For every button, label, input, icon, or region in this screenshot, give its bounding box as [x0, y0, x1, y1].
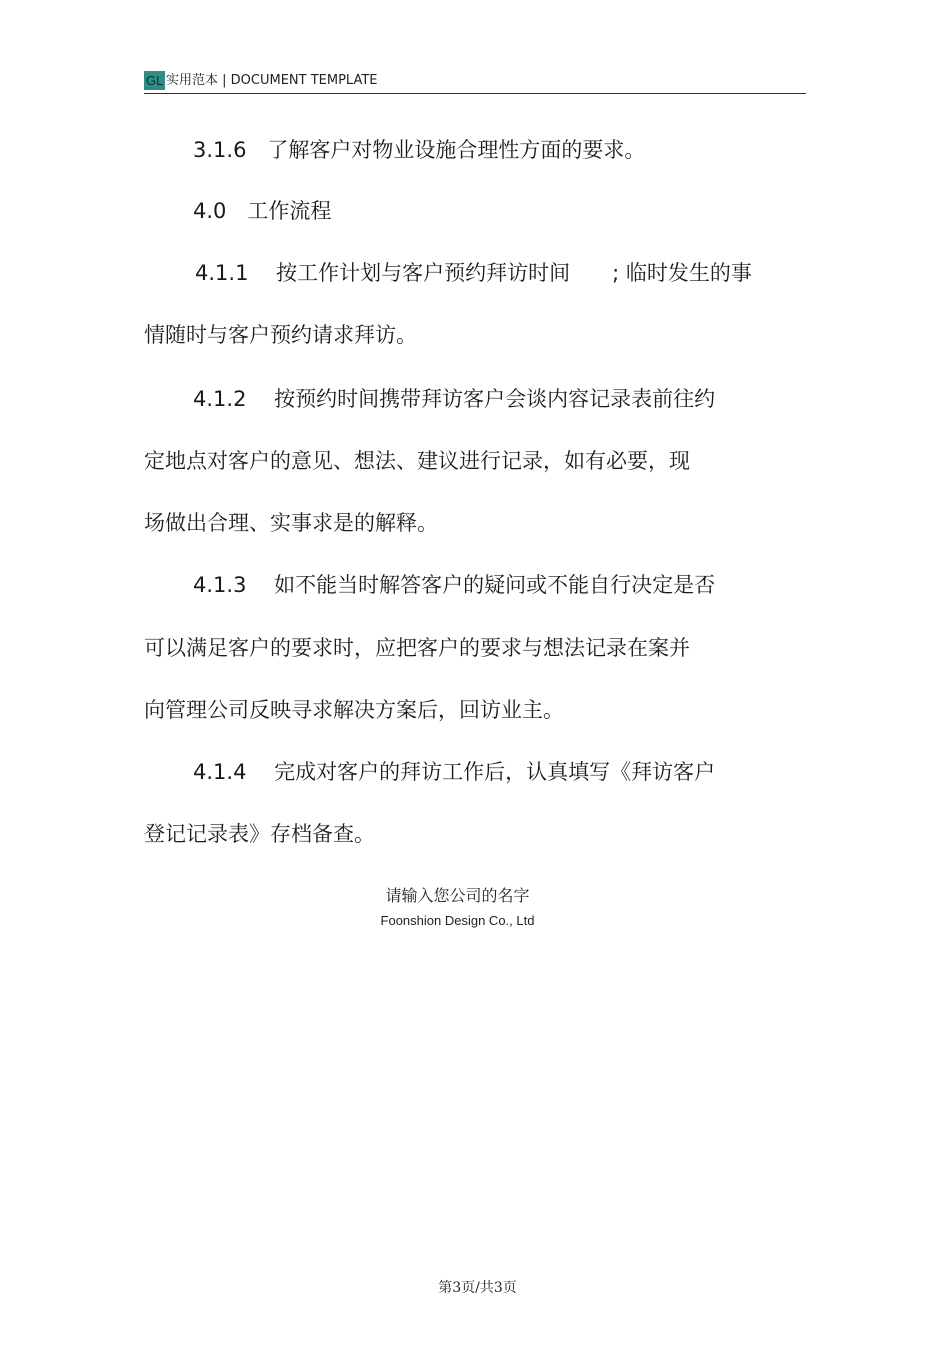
paragraph-line: 定地点对客户的意见、想法、建议进行记录，如有必要，现: [144, 449, 690, 473]
paragraph-line: 可以满足客户的要求时，应把客户的要求与想法记录在案并: [144, 636, 690, 660]
paragraph-line: 4.1.3 如不能当时解答客户的疑问或不能自行决定是否: [193, 573, 716, 597]
company-name-cn: 请输入您公司的名字: [385, 886, 530, 905]
company-name-en: Foonshion Design Co., Ltd: [380, 913, 535, 928]
paragraph-line: 场做出合理、实事求是的解释。: [144, 511, 438, 535]
page-number: 第3页/共3页: [438, 1280, 517, 1296]
paragraph-line: 4.1.1 按工作计划与客户预约拜访时间 ; 临时发生的事: [195, 261, 752, 285]
page-header: [144, 70, 806, 94]
paragraph-line: 4.1.4 完成对客户的拜访工作后，认真填写《拜访客户: [193, 760, 716, 784]
paragraph-line: 4.1.2 按预约时间携带拜访客户会谈内容记录表前往约: [193, 387, 716, 411]
header-title: 实用范本 | DOCUMENT TEMPLATE: [166, 73, 378, 88]
paragraph-line: 登记记录表》存档备查。: [144, 822, 375, 846]
paragraph-line: 3.1.6 了解客户对物业设施合理性方面的要求。: [193, 138, 646, 162]
paragraph-line: 向管理公司反映寻求解决方案后，回访业主。: [144, 698, 564, 722]
logo-badge: GL: [146, 73, 164, 88]
section-heading: 4.0 工作流程: [193, 199, 332, 223]
paragraph-line: 情随时与客户预约请求拜访。: [144, 323, 417, 347]
